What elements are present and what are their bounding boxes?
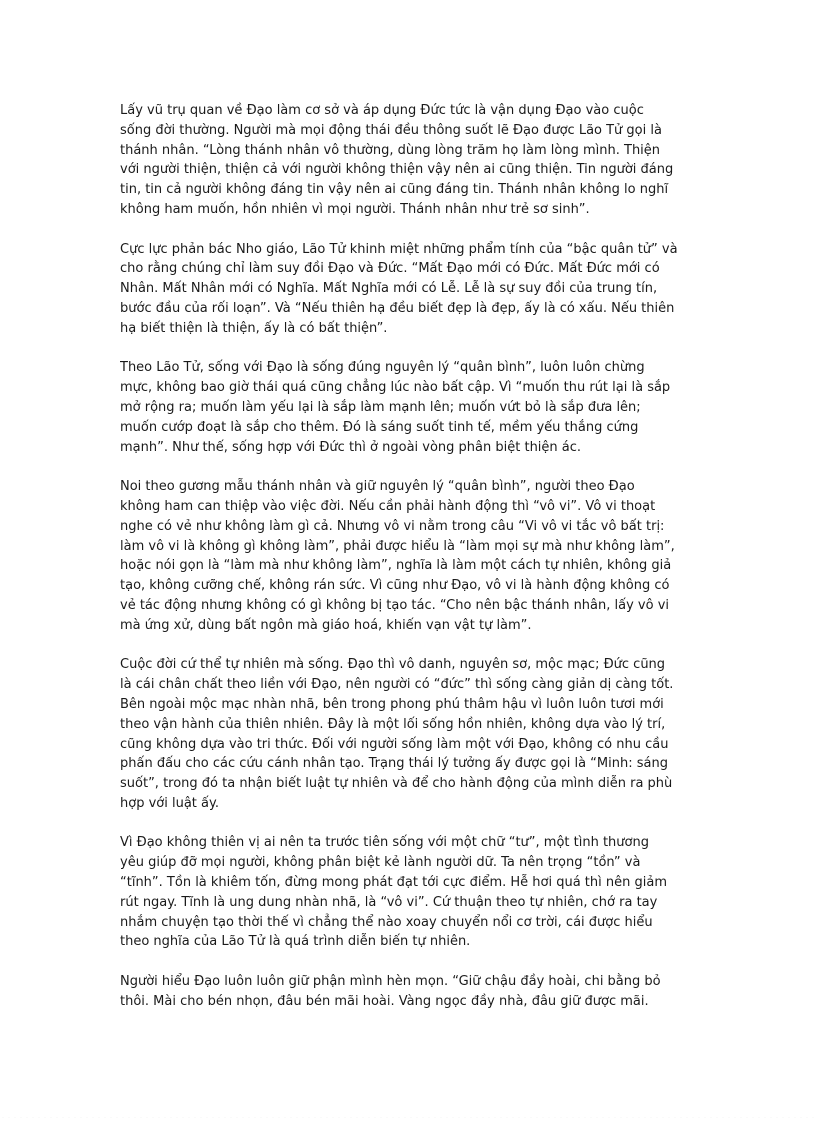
paragraph-3	[120, 358, 695, 457]
text-line: mà ứng xử, dùng bất ngôn mà giáo hoá, khiến vạn vật tự làm”.	[120, 617, 532, 633]
text-line: phấn đấu cho các cứu cánh nhân tạo. Trạng thái lý tưởng ấy được gọi là “Minh: sáng	[120, 756, 668, 772]
text-line: Cực lực phản bác Nho giáo, Lão Tử khinh miệt những phẩm tính của “bậc quân tử” và	[120, 241, 678, 257]
text-line: rút ngay. Tĩnh là ung dung nhàn nhã, là “vô vi”. Cứ thuận theo tự nhiên, chớ ra tay	[120, 894, 658, 910]
text-line: “tĩnh”. Tồn là khiêm tốn, đừng mong phát đạt tới cực điểm. Hễ hơi quá thì nên giảm	[120, 875, 667, 891]
text-line: Nhân. Mất Nhân mới có Nghĩa. Mất Nghĩa mới có Lễ. Lễ là sự suy đồi của trung tín,	[120, 281, 658, 297]
paragraph-5	[120, 655, 695, 813]
text-line: cũng không dựa vào tri thức. Đối với người sống làm một với Đạo, không có nhu cầu	[120, 736, 669, 752]
text-line: là cái chân chất theo liền với Đạo, nên người có “đức” thì sống càng giản dị càng tốt.	[120, 677, 674, 693]
paragraph-7	[120, 972, 695, 1012]
text-line: hợp với luật ấy.	[120, 795, 219, 811]
text-line: làm vô vi là không gì không làm”, phải được hiểu là “làm mọi sự mà như không làm”,	[120, 538, 675, 554]
text-line: nghe có vẻ như không làm gì cả. Nhưng vô vi nằm trong câu “Vi vô vi tắc vô bất trị:	[120, 518, 665, 534]
text-line: suốt”, trong đó ta nhận biết luật tự nhiên và để cho hành động của mình diễn ra phù	[120, 776, 673, 792]
document-body	[120, 101, 695, 1031]
text-line: Theo Lão Tử, sống với Đạo là sống đúng nguyên lý “quân bình”, luôn luôn chừng	[120, 360, 645, 376]
text-line: theo vận hành của thiên nhiên. Đây là một lối sống hồn nhiên, không dựa vào lý trí,	[120, 716, 666, 732]
text-line: với người thiện, thiện cả với người không thiện vậy nên ai cũng thiện. Tin người đáng	[120, 162, 674, 178]
text-line: yêu giúp đỡ mọi người, không phân biệt kẻ lành người dữ. Ta nên trọng “tồn” và	[120, 855, 641, 871]
text-line: theo nghĩa của Lão Tử là quá trình diễn biến tự nhiên.	[120, 934, 471, 950]
page-bottom-edge	[0, 1117, 816, 1118]
text-line: muốn cướp đoạt là sắp cho thêm. Đó là sáng suốt tinh tế, mềm yếu thắng cứng	[120, 419, 639, 435]
text-line: Lấy vũ trụ quan về Đạo làm cơ sở và áp dụng Đức tức là vận dụng Đạo vào cuộc	[120, 103, 644, 118]
text-line: cho rằng chúng chỉ làm suy đồi Đạo và Đức. “Mất Đạo mới có Đức. Mất Đức mới có	[120, 261, 660, 277]
text-line: thánh nhân. “Lòng thánh nhân vô thường, dùng lòng trăm họ làm lòng mình. Thiện	[120, 142, 661, 158]
paragraph-2	[120, 240, 695, 339]
text-line: không ham can thiệp vào việc đời. Nếu cần phải hành động thì “vô vi”. Vô vi thoạt	[120, 498, 656, 514]
text-line: Cuộc đời cứ thể tự nhiên mà sống. Đạo thì vô danh, nguyên sơ, mộc mạc; Đức cũng	[120, 657, 666, 673]
text-line: sống đời thường. Người mà mọi động thái đều thông suốt lẽ Đạo được Lão Tử gọi là	[120, 122, 662, 138]
text-line: mạnh”. Như thế, sống hợp với Đức thì ở ngoài vòng phân biệt thiện ác.	[120, 439, 582, 455]
text-line: Vì Đạo không thiên vị ai nên ta trước tiên sống với một chữ “tư”, một tình thương	[120, 835, 649, 851]
paragraph-6	[120, 833, 695, 952]
text-line: nhắm chuyện tạo thời thế vì chẳng thể nào xoay chuyển nổi cơ trời, cái được hiểu	[120, 914, 653, 930]
text-line: Noi theo gương mẫu thánh nhân và giữ nguyên lý “quân bình”, người theo Đạo	[120, 479, 635, 495]
text-line: vẻ tác động nhưng không có gì không bị tạo tác. “Cho nên bậc thánh nhân, lấy vô vi	[120, 597, 670, 613]
text-line: Người hiểu Đạo luôn luôn giữ phận mình hèn mọn. “Giữ chậu đầy hoài, chi bằng bỏ	[120, 974, 661, 990]
text-line: Bên ngoài mộc mạc nhàn nhã, bên trong phong phú thâm hậu vì luôn luôn tươi mới	[120, 696, 664, 712]
text-line: bước đầu của rối loạn”. Và “Nếu thiên hạ đều biết đẹp là đẹp, ấy là có xấu. Nếu thiên	[120, 300, 675, 316]
text-line: hạ biết thiện là thiện, ấy là có bất thiện”.	[120, 320, 388, 336]
text-line: mực, không bao giờ thái quá cũng chẳng lúc nào bất cập. Vì “muốn thu rút lại là sắp	[120, 380, 671, 396]
paragraph-4	[120, 477, 695, 635]
text-line: thôi. Mài cho bén nhọn, đâu bén mãi hoài. Vàng ngọc đầy nhà, đâu giữ được mãi.	[120, 993, 649, 1009]
text-line: tạo, không cưỡng chế, không rán sức. Vì cũng như Đạo, vô vi là hành động không có	[120, 578, 670, 594]
text-line: mở rộng ra; muốn làm yếu lại là sắp làm mạnh lên; muốn vứt bỏ là sắp đưa lên;	[120, 399, 641, 415]
text-line: không ham muốn, hồn nhiên vì mọi người. Thánh nhân như trẻ sơ sinh”.	[120, 201, 590, 217]
text-line: hoặc nói gọn là “làm mà như không làm”, nghĩa là làm một cách tự nhiên, không giả	[120, 558, 672, 574]
paragraph-1	[120, 101, 695, 220]
text-line: tin, tin cả người không đáng tin vậy nên ai cũng đáng tin. Thánh nhân không lo nghĩ	[120, 182, 669, 198]
